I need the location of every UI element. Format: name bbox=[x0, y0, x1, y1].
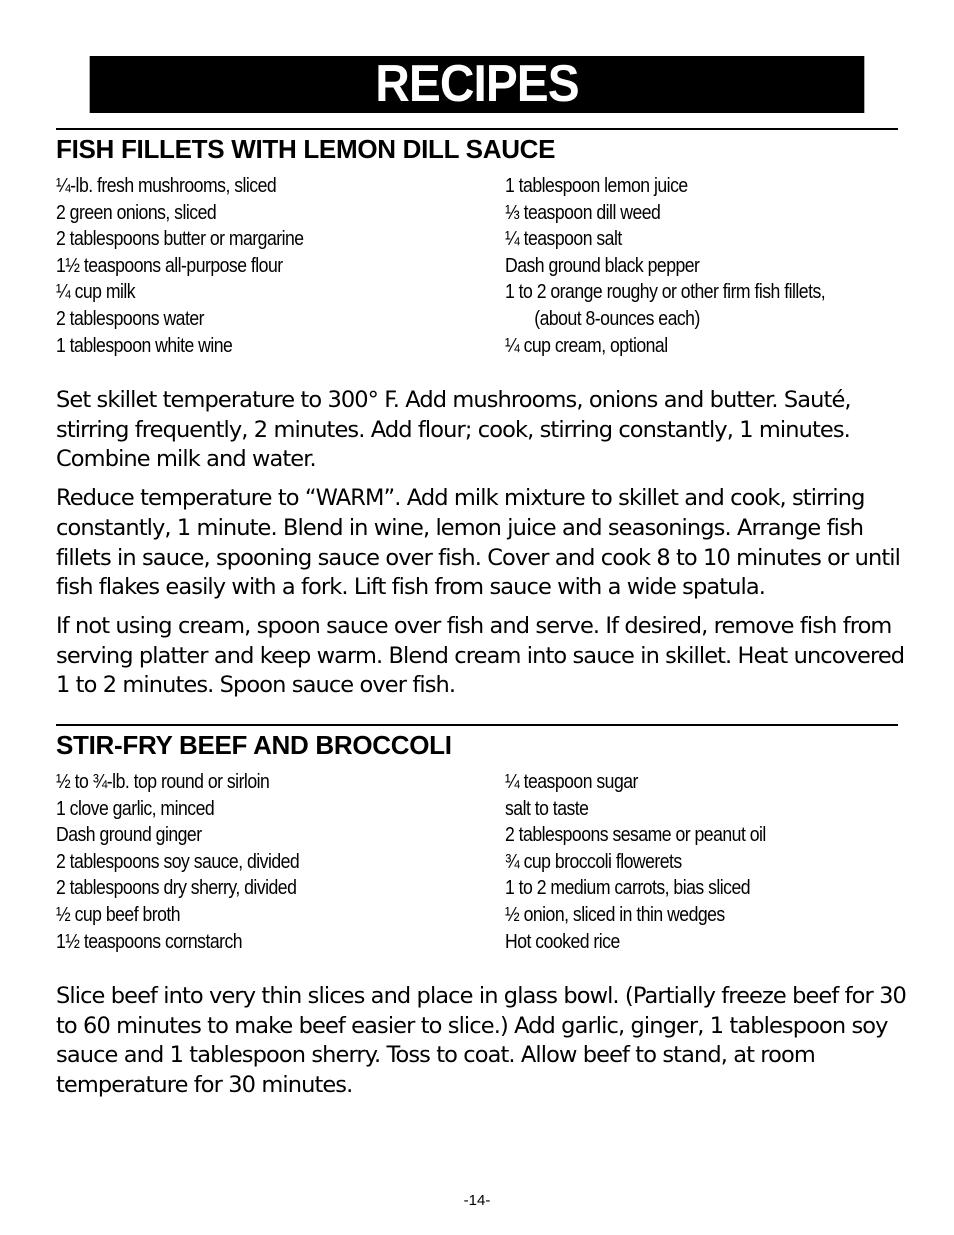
instruction-paragraph: If not using cream, spoon sauce over fish and serve. If desired, remove fish from serving platter and keep warm. Blend cream into sauce in skillet. Heat uncovered 1 to 2 minutes. Spoon sauce over fish. bbox=[56, 612, 905, 699]
ingredient: 2 tablespoons butter or margarine bbox=[56, 227, 304, 251]
ingredient: 1 clove garlic, minced bbox=[56, 796, 215, 820]
ingredient: ½ cup beef broth bbox=[56, 902, 181, 926]
ingredient: ¼ teaspoon sugar bbox=[505, 770, 638, 793]
page-number: -14- bbox=[463, 1192, 491, 1209]
recipe-title: STIR-FRY BEEF AND BROCCOLI bbox=[56, 730, 452, 760]
ingredient-continuation: (about 8-ounces each) bbox=[534, 306, 700, 330]
page-title: RECIPES bbox=[90, 56, 865, 113]
recipe-instructions bbox=[56, 982, 906, 1110]
ingredient: 1 to 2 medium carrots, bias sliced bbox=[505, 876, 751, 900]
ingredient: 1 tablespoon lemon juice bbox=[505, 174, 688, 197]
ingredients-list-left bbox=[56, 173, 304, 359]
ingredient: Dash ground ginger bbox=[56, 823, 202, 847]
ingredient: 1½ teaspoons all-purpose flour bbox=[56, 253, 283, 277]
ingredient: salt to taste bbox=[505, 796, 589, 820]
ingredient: 2 tablespoons soy sauce, divided bbox=[56, 849, 300, 873]
recipe-instructions bbox=[56, 386, 906, 710]
ingredient: 1 to 2 orange roughy or other firm fish fillets, bbox=[505, 280, 826, 304]
section-divider bbox=[56, 724, 898, 726]
ingredient: Dash ground black pepper bbox=[505, 253, 700, 277]
ingredients-list-right bbox=[505, 173, 825, 359]
ingredient: ½ onion, sliced in thin wedges bbox=[505, 902, 725, 926]
ingredient: ¾ cup broccoli flowerets bbox=[505, 849, 682, 873]
section-divider bbox=[56, 128, 898, 130]
ingredient: 1½ teaspoons cornstarch bbox=[56, 929, 243, 953]
instruction-paragraph: Slice beef into very thin slices and place in glass bowl. (Partially freeze beef for 30 to 60 minutes to make beef easier to slice.) Add garlic, ginger, 1 tablespoon soy sauce and 1 tablespoon sherry. Toss to coat. Allow beef to stand, at room temperature for 30 minutes. bbox=[56, 983, 906, 1099]
instruction-paragraph: Reduce temperature to “WARM”. Add milk mixture to skillet and cook, stirring constantly, 1 minute. Blend in wine, lemon juice and seasonings. Arrange fish fillets in sauce, spooning sauce over fish. Cover and cook 8 to 10 minutes or until fish flakes easily with a fork. Lift fish from sauce with a wide spatula. bbox=[56, 485, 900, 601]
ingredients-list-left bbox=[56, 769, 299, 955]
ingredient: 2 green onions, sliced bbox=[56, 200, 217, 224]
ingredient: ⅓ teaspoon dill weed bbox=[505, 200, 661, 224]
ingredient: ¼ teaspoon salt bbox=[505, 227, 622, 251]
ingredient: 2 tablespoons dry sherry, divided bbox=[56, 876, 297, 900]
recipe-title: FISH FILLETS WITH LEMON DILL SAUCE bbox=[56, 134, 556, 164]
ingredient: 1 tablespoon white wine bbox=[56, 333, 233, 357]
ingredient: Hot cooked rice bbox=[505, 929, 620, 953]
ingredients-list-right bbox=[505, 769, 766, 955]
ingredient: 2 tablespoons sesame or peanut oil bbox=[505, 823, 766, 847]
ingredient: ¼ cup cream, optional bbox=[505, 333, 668, 357]
ingredient: 2 tablespoons water bbox=[56, 306, 205, 330]
ingredient: ¼-lb. fresh mushrooms, sliced bbox=[56, 174, 277, 197]
ingredient: ½ to ¾-lb. top round or sirloin bbox=[56, 770, 270, 793]
ingredient: ¼ cup milk bbox=[56, 280, 136, 304]
instruction-paragraph: Set skillet temperature to 300° F. Add mushrooms, onions and butter. Sauté, stirring frequently, 2 minutes. Add flour; cook, stirring constantly, 1 minutes. Combine milk and water. bbox=[56, 387, 851, 473]
